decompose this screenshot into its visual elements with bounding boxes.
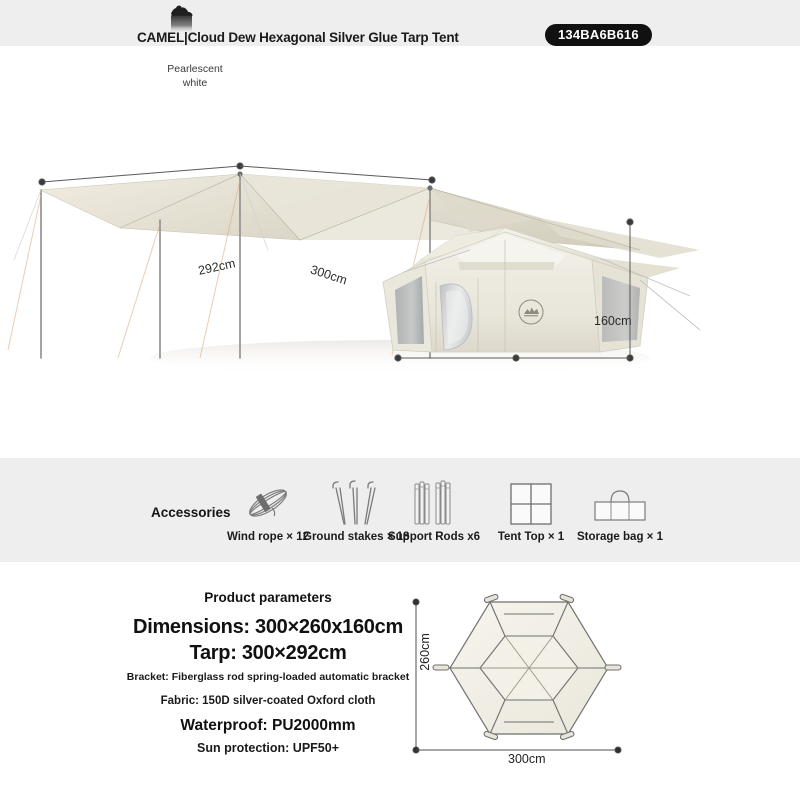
parameters-heading: Product parameters [204, 590, 332, 605]
parameter-tarp: Tarp: 300×292cm [189, 642, 347, 664]
accessory-label: Wind rope × 12 [226, 531, 309, 543]
product-parameters [118, 590, 418, 757]
color-swatch-label [150, 62, 240, 90]
footprint-depth-label: 260cm [417, 633, 432, 671]
accessory-label: Support Rods x6 [387, 531, 480, 543]
accessory-storage-bag [568, 476, 672, 543]
footprint-width-label: 300cm [508, 752, 546, 766]
color-label-line2: white [182, 77, 208, 89]
color-label-line1: Pearlescent [167, 63, 223, 75]
dimension-label-tarp-top: 300cm [308, 262, 349, 288]
storage-bag-icon [568, 476, 672, 528]
accessory-support-rods [382, 476, 486, 543]
accessory-label: Ground stakes × 18 [303, 531, 410, 543]
parameter-bracket: Bracket: Fiberglass rod spring-loaded automatic bracket [126, 671, 410, 683]
parameter-sun-protection: Sun protection: UPF50+ [196, 741, 340, 755]
support-rod-icon [382, 476, 486, 528]
footprint-diagram [400, 588, 650, 778]
tent-hero-illustration [0, 100, 800, 455]
accessory-label: Storage bag × 1 [577, 531, 663, 543]
parameter-dimensions: Dimensions: 300×260x160cm [133, 616, 403, 638]
dimension-label-tarp-side: 292cm [196, 256, 237, 278]
header-bar [0, 0, 800, 46]
page-title: CAMEL|Cloud Dew Hexagonal Silver Glue Tarp Tent [137, 30, 459, 45]
accessory-label: Tent Top × 1 [497, 531, 565, 543]
sku-badge: 134BA6B616 [545, 24, 652, 46]
dimension-label-height: 160cm [594, 314, 632, 328]
parameter-fabric: Fabric: 150D silver-coated Oxford cloth [160, 695, 376, 707]
accessories-title: Accessories [151, 505, 231, 520]
parameter-waterproof: Waterproof: PU2000mm [180, 717, 356, 734]
